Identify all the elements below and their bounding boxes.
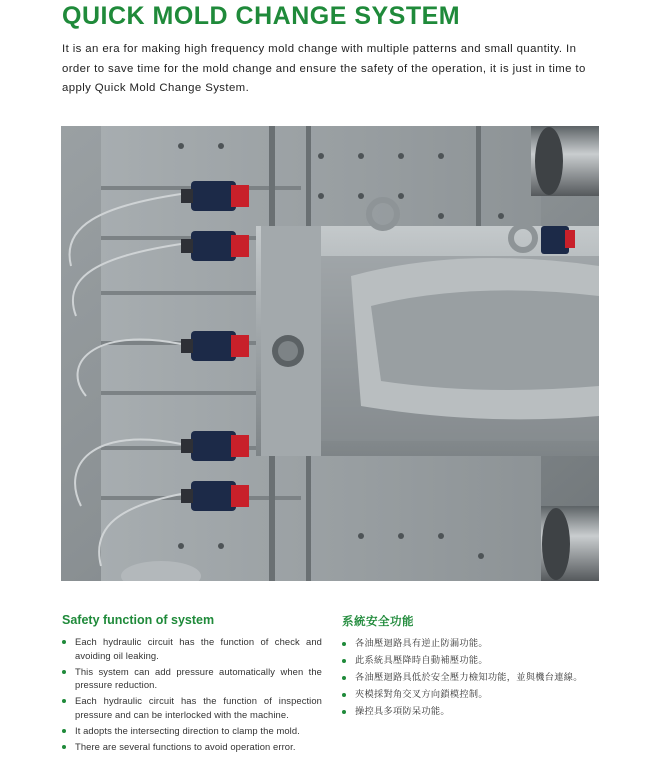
- list-item: It adopts the intersecting direction to clamp the mold.: [62, 724, 322, 738]
- intro-paragraph: It is an era for making high frequency mold change with multiple patterns and small quantity. In order to save time for the mold change and ensure the safety of the operation, it is just in time to apply Quick Mold Change System.: [62, 43, 586, 94]
- list-item: 操控具多項防呆功能。: [342, 705, 622, 719]
- safety-list-chinese: [342, 637, 622, 719]
- safety-heading-english: Safety function of system: [62, 613, 215, 627]
- list-item: There are several functions to avoid operation error.: [62, 740, 322, 754]
- list-item: 各油壓迴路具低於安全壓力檢知功能，並與機台連線。: [342, 671, 622, 685]
- bullet-icon: [342, 659, 346, 663]
- machine-photo: [61, 126, 599, 581]
- bullet-icon: [342, 642, 346, 646]
- list-item: Each hydraulic circuit has the function of inspection pressure and can be interlocked with the machine.: [62, 694, 322, 721]
- bullet-icon: [62, 670, 66, 674]
- bullet-icon: [342, 676, 346, 680]
- list-item: 各油壓迴路具有逆止防漏功能。: [342, 637, 622, 651]
- bullet-icon: [342, 693, 346, 697]
- bullet-icon: [62, 729, 66, 733]
- list-item: This system can add pressure automatically when the pressure reduction.: [62, 665, 322, 692]
- safety-heading-chinese: 系統安全功能: [342, 614, 414, 628]
- list-item: 此系統具壓降時自動補壓功能。: [342, 654, 622, 668]
- bullet-icon: [342, 710, 346, 714]
- safety-list-english: [62, 635, 322, 753]
- bullet-icon: [62, 640, 66, 644]
- bullet-icon: [62, 699, 66, 703]
- safety-section-chinese: [342, 613, 622, 722]
- bullet-icon: [62, 745, 66, 749]
- safety-section-english: [62, 613, 322, 756]
- machine-illustration: [61, 126, 599, 581]
- list-item: 夾模採對角交叉方向鎖模控制。: [342, 688, 622, 702]
- list-item: Each hydraulic circuit has the function of check and avoiding oil leaking.: [62, 635, 322, 662]
- page-title: QUICK MOLD CHANGE SYSTEM: [62, 2, 461, 30]
